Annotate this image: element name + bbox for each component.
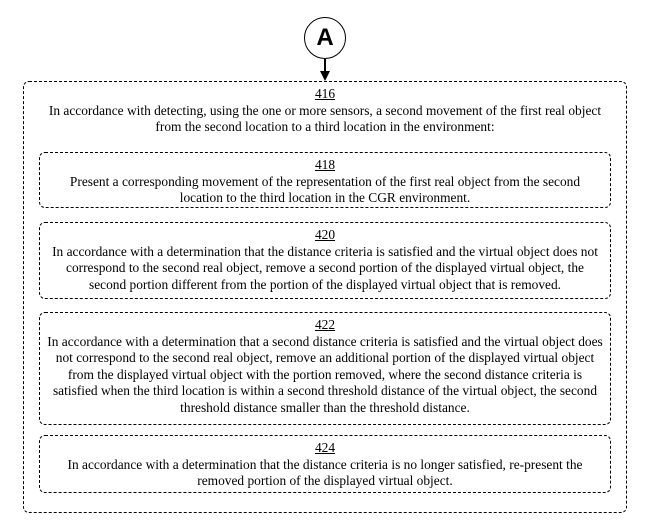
step-424-box (39, 435, 611, 493)
arrowhead-icon (320, 71, 330, 81)
step-416-ref: 416 (314, 86, 336, 101)
step-420-text: In accordance with a determination that the distance criteria is satisfied and the virtual object does not correspond to the second real object, remove a second portion of the displayed virtual object, the second portion different from the portion of the displayed virtual object that is removed. (52, 243, 598, 292)
step-418-ref: 418 (314, 157, 336, 172)
step-422-box (39, 312, 611, 425)
step-418-box (39, 152, 611, 208)
step-418-text: Present a corresponding movement of the representation of the first real object from the second location to the third location in the CGR environment. (69, 173, 581, 205)
step-424-text: In accordance with a determination that the distance criteria is no longer satisfied, re-present the removed portion of the displayed virtual object. (67, 456, 583, 488)
step-424-ref: 424 (314, 440, 336, 455)
step-420-box (39, 222, 611, 299)
step-416-text: In accordance with detecting, using the one or more sensors, a second movement of the first real object from the second location to a third location in the environment: (48, 102, 602, 134)
step-422-text: In accordance with a determination that a second distance criteria is satisfied and the virtual object does not correspond to the second real object, remove an additional portion of the displayed virtual object from the displayed virtual object with the portion removed, where the second distance criteria is satisfied when the third location is within a second threshold distance of the virtual object, the second threshold distance smaller than the threshold distance. (47, 333, 603, 415)
step-420-ref: 420 (314, 227, 336, 242)
step-422-ref: 422 (314, 317, 336, 332)
connector-label: A (316, 24, 334, 51)
off-page-connector-a (304, 17, 346, 59)
